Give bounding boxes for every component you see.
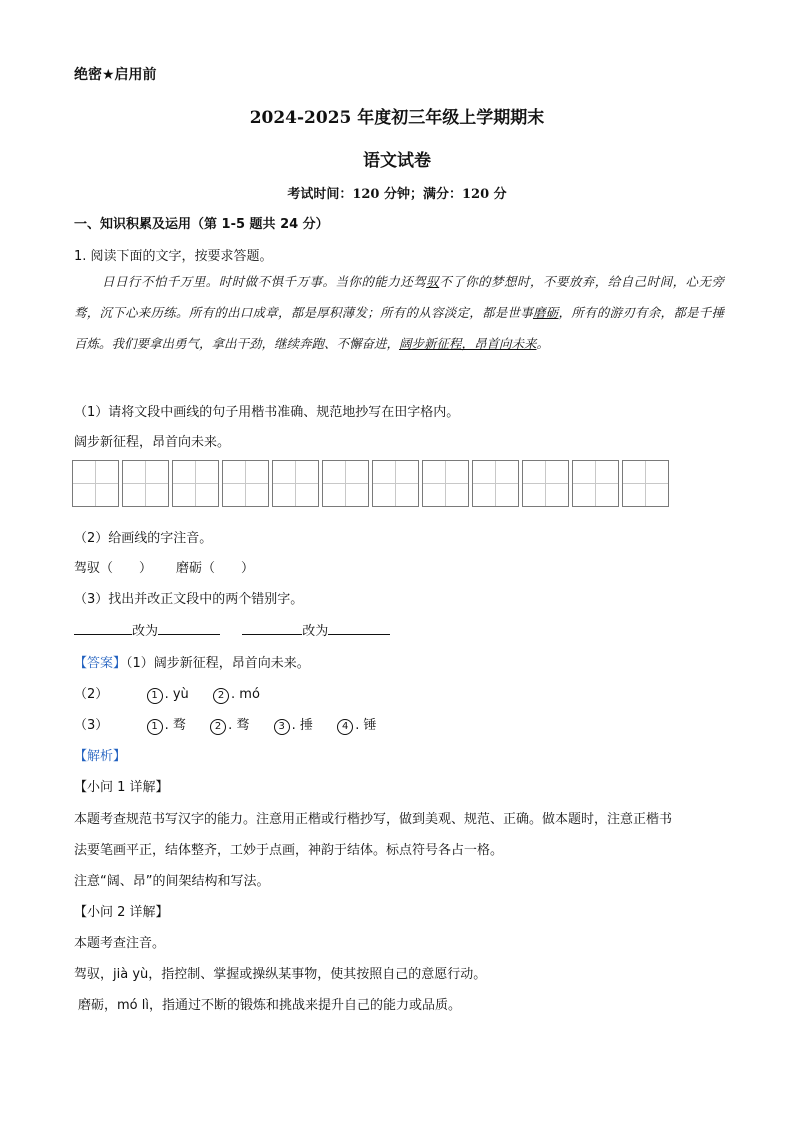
circled-number: 3 [274,719,290,735]
pinyin-item-2: 磨砺（ ） [176,561,255,576]
tianzige-grid [72,460,669,507]
passage-underlined: 磨砺 [532,305,559,320]
copy-sentence: 阔步新征程，昂首向未来。 [74,435,231,450]
analysis-subheading-2: 【小问 2 详解】 [74,905,169,920]
answer-value: . 骛 [228,718,250,733]
exam-subtitle: 语文试卷 [363,151,431,171]
circled-number: 1 [147,688,163,704]
confidential-label: 绝密★启用前 [74,67,157,83]
grid-cell[interactable] [222,460,269,507]
answer-value: . 捶 [291,718,313,733]
subquestion-2: （2）给画线的字注音。 [74,531,213,546]
change-label: 改为 [132,624,159,639]
grid-cell[interactable] [322,460,369,507]
analysis-paragraph: 注意“阔、昂”的间架结构和写法。 [74,874,270,889]
answer-blank[interactable] [74,620,132,635]
analysis-label: 【解析】 [74,749,127,764]
answer-label: 【答案】 [74,656,127,671]
subquestion-3: （3）找出并改正文段中的两个错别字。 [74,592,304,607]
answer-blank[interactable] [328,620,390,635]
answer-line-2 [74,683,260,704]
answer-line-1 [74,652,310,671]
change-label: 改为 [302,624,329,639]
analysis-paragraph: 本题考查规范书写汉字的能力。注意用正楷或行楷抄写，做到美观、规范、正确。做本题时，注意正楷书 [74,812,673,827]
exam-info: 考试时间：120 分钟；满分：120 分 [287,187,507,202]
grid-cell[interactable] [422,460,469,507]
grid-cell[interactable] [572,460,619,507]
analysis-subheading-1: 【小问 1 详解】 [74,780,169,795]
answer-line-3 [74,714,376,735]
correction-row [74,620,390,639]
circled-number: 2 [210,719,226,735]
answer-value: . 骛 [164,718,186,733]
answer-blank[interactable] [242,620,302,635]
passage-text: ，所有的游刃有余，都是千捶百炼。我们要拿出勇气，拿出干劲，继续奔跑、不懈奋进， [74,305,724,351]
reading-passage [74,266,724,359]
grid-cell[interactable] [622,460,669,507]
grid-cell[interactable] [72,460,119,507]
grid-cell[interactable] [472,460,519,507]
answer-value: . mó [231,687,260,702]
pinyin-item-1: 驾驭（ ） [74,561,153,576]
circled-number: 4 [337,719,353,735]
circled-number: 2 [213,688,229,704]
question-prompt: 1. 阅读下面的文字，按要求答题。 [74,249,273,264]
answer-sub-label: （3） [74,718,109,733]
passage-text: 日日行不怕千万里。时时做不惧千万事。当你的能力还驾 [102,274,427,289]
answer-sub-label: （2） [74,687,109,702]
answer-value: . yù [164,687,189,702]
analysis-paragraph: 本题考查注音。 [74,936,166,951]
circled-number: 1 [147,719,163,735]
passage-text: 不了你的梦想时，不要放弃，给自己时间，心无旁骛，沉下心来历练。所有的出口成章，都是厚积薄发；所有的从容淡定，都是世事 [74,274,724,320]
grid-cell[interactable] [172,460,219,507]
grid-cell[interactable] [122,460,169,507]
answer-value: . 锤 [355,718,377,733]
subquestion-1: （1）请将文段中画线的句子用楷书准确、规范地抄写在田字格内。 [74,405,460,420]
answer-blank[interactable] [158,620,220,635]
passage-underlined: 驭 [426,274,440,289]
analysis-paragraph: 驾驭，jià yù，指控制、掌握或操纵某事物，使其按照自己的意愿行动。 [74,967,487,982]
grid-cell[interactable] [272,460,319,507]
passage-underlined-sentence: 阔步新征程，昂首向未来 [399,336,537,351]
passage-text: 。 [536,336,550,351]
analysis-paragraph: 法要笔画平正，结体整齐，工妙于点画，神韵于结体。标点符号各占一格。 [74,843,504,858]
analysis-paragraph: 磨砺，mó lì，指通过不断的锻炼和挑战来提升自己的能力或品质。 [78,998,461,1013]
grid-cell[interactable] [522,460,569,507]
answer-text: （1）阔步新征程，昂首向未来。 [126,656,310,671]
section-heading: 一、知识积累及运用（第 1-5 题共 24 分） [74,217,329,232]
exam-title: 2024-2025 年度初三年级上学期期末 [249,108,545,128]
grid-cell[interactable] [372,460,419,507]
